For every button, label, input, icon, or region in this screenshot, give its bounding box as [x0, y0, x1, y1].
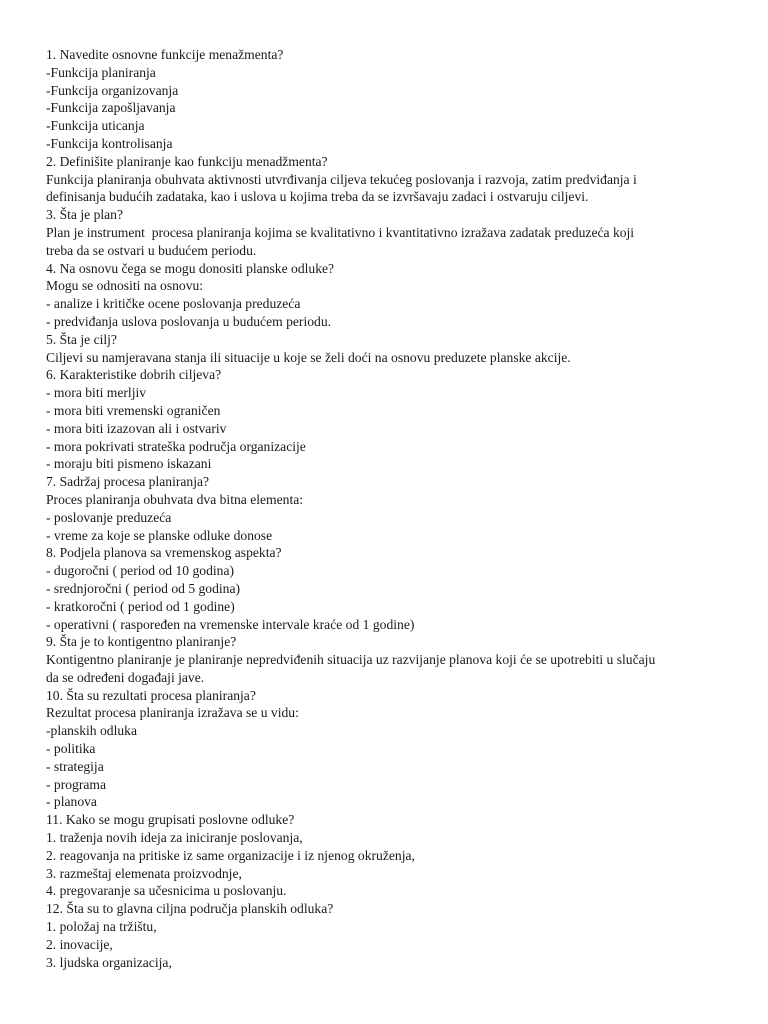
- question-line: 4. Na osnovu čega se mogu donositi planske odluke?: [46, 260, 335, 276]
- answer-line: Ciljevi su namjeravana stanja ili situacije u koje se želi doći na osnovu preduzete planske akcije.: [46, 349, 571, 365]
- answer-line: 1. položaj na tržištu,: [46, 919, 157, 935]
- question-line: 6. Karakteristike dobrih ciljeva?: [46, 367, 222, 383]
- answer-line: - mora biti merljiv: [46, 385, 147, 401]
- answer-line: - kratkoročni ( period od 1 godine): [46, 598, 235, 614]
- answer-line: - politika: [46, 741, 96, 757]
- question-line: 3. Šta je plan?: [46, 207, 124, 223]
- question-line: 9. Šta je to kontigentno planiranje?: [46, 634, 237, 650]
- question-line: 5. Šta je cilj?: [46, 331, 117, 347]
- answer-line: da se određeni događaji jave.: [46, 669, 205, 685]
- answer-line: definisanja budućih zadataka, kao i uslova u kojima treba da se izvršavaju zadaci i ostvaruju ciljevi.: [46, 189, 589, 205]
- answer-line: - dugoročni ( period od 10 godina): [46, 563, 235, 579]
- answer-line: 2. reagovanja na pritiske iz same organizacije i iz njenog okruženja,: [46, 847, 415, 863]
- answer-line: -Funkcija planiranja: [46, 64, 156, 80]
- question-line: 8. Podjela planova sa vremenskog aspekta?: [46, 545, 282, 561]
- answer-line: Plan je instrument procesa planiranja kojima se kvalitativno i kvantitativno izražava zadatak preduzeća koji: [46, 224, 635, 240]
- answer-line: - operativni ( raspoređen na vremenske intervale kraće od 1 godine): [46, 616, 415, 632]
- answer-line: - strategija: [46, 758, 104, 774]
- answer-line: treba da se ostvari u budućem periodu.: [46, 242, 257, 258]
- answer-line: - srednjoročni ( period od 5 godina): [46, 580, 241, 596]
- question-line: 10. Šta su rezultati procesa planiranja?: [46, 687, 256, 703]
- answer-line: Proces planiranja obuhvata dva bitna elementa:: [46, 491, 304, 507]
- answer-line: Mogu se odnositi na osnovu:: [46, 278, 204, 294]
- answer-line: -planskih odluka: [46, 723, 137, 739]
- answer-line: - vreme za koje se planske odluke donose: [46, 527, 273, 543]
- question-line: 1. Navedite osnovne funkcije menažmenta?: [46, 47, 284, 62]
- answer-line: - mora biti vremenski ograničen: [46, 402, 221, 418]
- question-line: 12. Šta su to glavna ciljna područja planskih odluka?: [46, 901, 334, 917]
- answer-line: - analize i kritičke ocene poslovanja preduzeća: [46, 296, 301, 312]
- answer-line: -Funkcija zapošljavanja: [46, 100, 176, 116]
- answer-line: 3. razmeštaj elemenata proizvodnje,: [46, 865, 242, 881]
- answer-line: 4. pregovaranje sa učesnicima u poslovanju.: [46, 883, 287, 899]
- answer-line: - planova: [46, 794, 97, 810]
- answer-line: 1. traženja novih ideja za iniciranje poslovanja,: [46, 830, 303, 846]
- answer-line: 2. inovacije,: [46, 936, 113, 952]
- question-line: 7. Sadržaj procesa planiranja?: [46, 474, 210, 490]
- answer-line: 3. ljudska organizacija,: [46, 954, 172, 970]
- answer-line: - mora biti izazovan ali i ostvariv: [46, 420, 227, 436]
- answer-line: - poslovanje preduzeća: [46, 509, 172, 525]
- answer-line: - programa: [46, 776, 107, 792]
- question-line: 11. Kako se mogu grupisati poslovne odluke?: [46, 812, 295, 828]
- answer-line: Kontigentno planiranje je planiranje nepredviđenih situacija uz razvijanje planova koji će se upotrebiti u slučaju: [46, 652, 656, 668]
- answer-line: -Funkcija kontrolisanja: [46, 135, 173, 151]
- answer-line: - mora pokrivati strateška područja organizacije: [46, 438, 306, 454]
- answer-line: -Funkcija uticanja: [46, 118, 145, 134]
- question-line: 2. Definišite planiranje kao funkciju menadžmenta?: [46, 153, 328, 169]
- answer-line: Rezultat procesa planiranja izražava se u vidu:: [46, 705, 299, 721]
- answer-line: - moraju biti pismeno iskazani: [46, 456, 212, 472]
- answer-line: Funkcija planiranja obuhvata aktivnosti utvrđivanja ciljeva tekućeg poslovanja i razvoja, zatim predviđanja i: [46, 171, 637, 187]
- answer-line: -Funkcija organizovanja: [46, 82, 179, 98]
- answer-line: - predviđanja uslova poslovanja u budućem periodu.: [46, 313, 332, 329]
- document-page: [46, 46, 726, 971]
